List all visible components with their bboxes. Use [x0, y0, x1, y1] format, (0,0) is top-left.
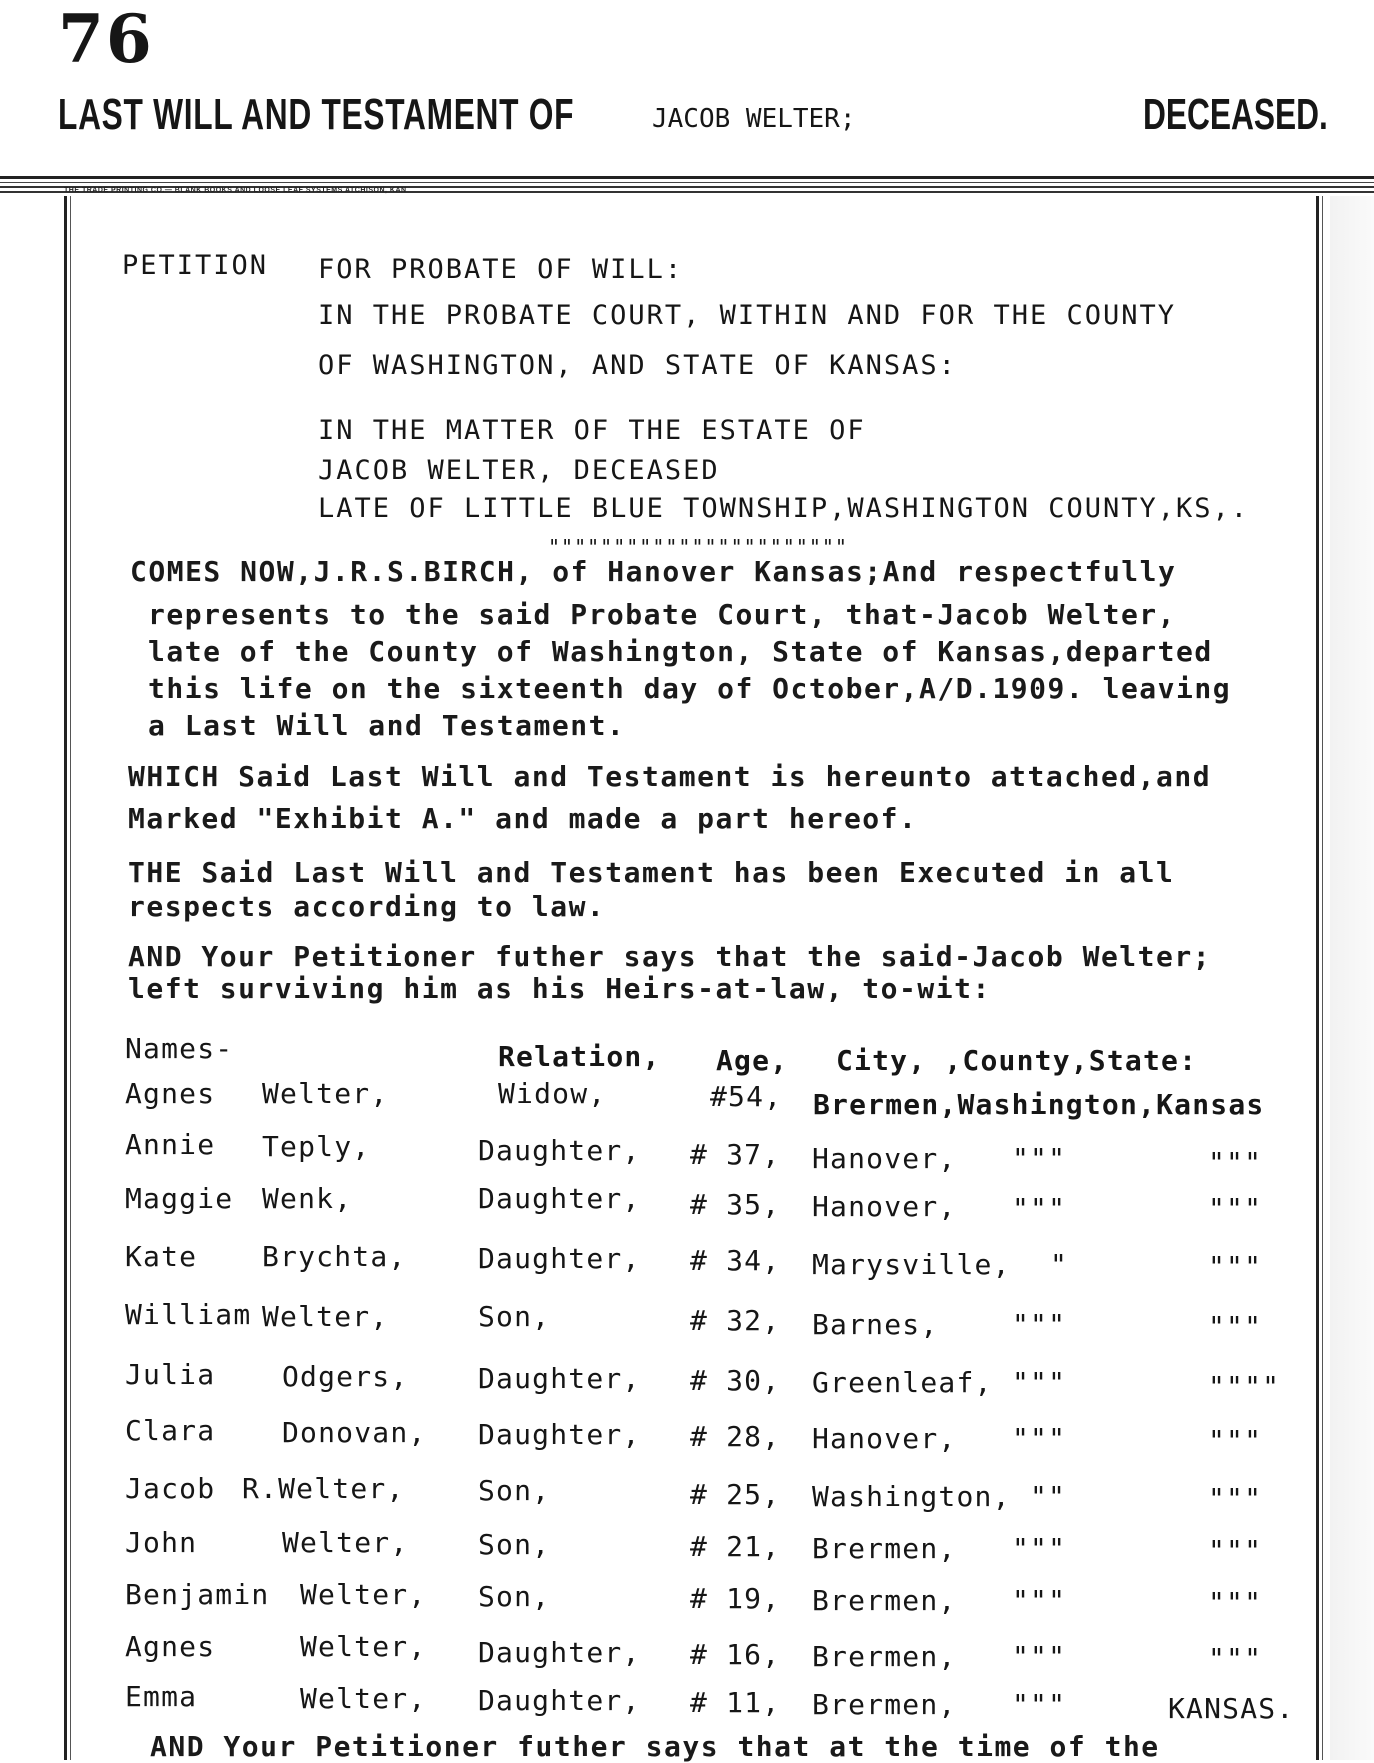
- heirs-header-relation: Relation,: [498, 1040, 661, 1073]
- heir-age: # 16,: [690, 1638, 781, 1671]
- binding-shade: [1330, 196, 1374, 1760]
- heir-state: """: [1208, 1250, 1263, 1283]
- petition-line-3: OF WASHINGTON, AND STATE OF KANSAS:: [318, 350, 957, 381]
- heir-first-name: Annie: [125, 1128, 216, 1161]
- heir-city: Washington,: [812, 1480, 1011, 1513]
- heir-relation: Daughter,: [478, 1362, 641, 1395]
- heir-last-name: Odgers,: [282, 1360, 409, 1393]
- heir-age: #54,: [710, 1080, 783, 1113]
- para3-line2: respects according to law.: [128, 890, 606, 923]
- heir-first-name: Jacob: [125, 1472, 216, 1505]
- heir-age: # 37,: [690, 1138, 781, 1171]
- printer-imprint: THE TRADE PRINTING CO.— BLANK BOOKS AND LOOSE LEAF SYSTEMS ATCHISON, KAN: [64, 187, 407, 194]
- heir-relation: Daughter,: [478, 1242, 641, 1275]
- title-right: DECEASED.: [1143, 90, 1328, 139]
- heir-last-name: Wenk,: [262, 1182, 353, 1215]
- heir-city: Brermen,: [812, 1532, 957, 1565]
- heir-relation: Daughter,: [478, 1684, 641, 1717]
- heir-relation: Widow,: [498, 1077, 607, 1110]
- header-rule: [0, 176, 1374, 179]
- title-left: LAST WILL AND TESTAMENT OF: [58, 90, 575, 139]
- heir-last-name: Welter,: [300, 1682, 427, 1715]
- heir-age: # 32,: [690, 1304, 781, 1337]
- petition-line-1: FOR PROBATE OF WILL:: [318, 254, 684, 285]
- heir-last-name: Welter,: [282, 1526, 409, 1559]
- heir-first-name: Emma: [125, 1680, 198, 1713]
- heir-last-name: Donovan,: [282, 1416, 427, 1449]
- heir-state: """: [1208, 1310, 1263, 1343]
- heir-age: # 30,: [690, 1364, 781, 1397]
- heir-state: """": [1208, 1370, 1281, 1403]
- para1-line2: represents to the said Probate Court, that-Jacob Welter,: [148, 598, 1177, 631]
- heir-age: # 34,: [690, 1244, 781, 1277]
- para1-line5: a Last Will and Testament.: [148, 709, 626, 742]
- petition-label: PETITION: [122, 250, 269, 281]
- heir-relation: Daughter,: [478, 1418, 641, 1451]
- heir-county: """: [1012, 1422, 1067, 1455]
- heir-city: Hanover,: [812, 1422, 957, 1455]
- heir-city: Hanover,: [812, 1190, 957, 1223]
- heir-relation: Daughter,: [478, 1182, 641, 1215]
- heir-state: """: [1208, 1642, 1263, 1675]
- heir-county: """: [1012, 1640, 1067, 1673]
- heir-state: KANSAS.: [1168, 1692, 1295, 1725]
- heir-county: "": [1030, 1480, 1067, 1513]
- heir-county: """: [1012, 1142, 1067, 1175]
- para5-line1: AND Your Petitioner futher says that at the time of the: [150, 1730, 1160, 1763]
- heir-relation: Son,: [478, 1474, 551, 1507]
- heir-first-name: Julia: [125, 1358, 216, 1391]
- heir-county: """: [1012, 1688, 1067, 1721]
- heirs-header-city-county-state: City, ,County,State:: [836, 1044, 1198, 1077]
- heir-age: # 28,: [690, 1420, 781, 1453]
- header-rule-thin: [0, 182, 1374, 183]
- heirs-header-age: Age,: [716, 1044, 789, 1077]
- heir-county: """: [1012, 1584, 1067, 1617]
- heir-county: """: [1012, 1532, 1067, 1565]
- heir-city: Marysville,: [812, 1248, 1011, 1281]
- heir-last-name: Teply,: [262, 1130, 371, 1163]
- page-frame-left: [64, 196, 67, 1760]
- heir-first-name: Maggie: [125, 1182, 234, 1215]
- heir-relation: Son,: [478, 1300, 551, 1333]
- para1-line1: COMES NOW,J.R.S.BIRCH, of Hanover Kansas;And respectfully: [130, 555, 1177, 588]
- para2-line2: Marked "Exhibit A." and made a part hereof.: [128, 802, 918, 835]
- heir-age: # 11,: [690, 1686, 781, 1719]
- heir-first-name: Benjamin: [125, 1578, 270, 1611]
- heir-relation: Son,: [478, 1528, 551, 1561]
- heir-first-name: Agnes: [125, 1077, 216, 1110]
- para1-line4: this life on the sixteenth day of October,A/D.1909. leaving: [148, 672, 1232, 705]
- heir-state: """: [1208, 1192, 1263, 1225]
- matter-line-2: JACOB WELTER, DECEASED: [318, 455, 720, 486]
- heir-city: Brermen,: [812, 1688, 957, 1721]
- petition-line-2: IN THE PROBATE COURT, WITHIN AND FOR THE COUNTY: [318, 300, 1177, 331]
- heir-state: """: [1208, 1424, 1263, 1457]
- heir-city: Barnes,: [812, 1308, 939, 1341]
- matter-line-1: IN THE MATTER OF THE ESTATE OF: [318, 415, 866, 446]
- para4-line1: AND Your Petitioner futher says that the said-Jacob Welter;: [128, 940, 1212, 973]
- heirs-header-names: Names-: [125, 1032, 234, 1065]
- heir-last-name: Brychta,: [262, 1240, 407, 1273]
- heir-city: Greenleaf,: [812, 1366, 993, 1399]
- heir-city: Hanover,: [812, 1142, 957, 1175]
- heir-city: Brermen,: [812, 1584, 957, 1617]
- heir-city: Brermen,Washington,Kansas: [813, 1088, 1265, 1121]
- para2-line1: WHICH Said Last Will and Testament is hereunto attached,and: [128, 760, 1212, 793]
- heir-age: # 19,: [690, 1582, 781, 1615]
- heir-last-name: Welter,: [300, 1578, 427, 1611]
- decedent-name: JACOB WELTER;: [652, 104, 856, 134]
- para1-line3: late of the County of Washington, State of Kansas,departed: [148, 635, 1213, 668]
- para3-line1: THE Said Last Will and Testament has been Executed in all: [128, 856, 1175, 889]
- heir-first-name: William: [125, 1298, 252, 1331]
- heir-relation: Daughter,: [478, 1134, 641, 1167]
- heir-age: # 25,: [690, 1478, 781, 1511]
- heir-first-name: Agnes: [125, 1630, 216, 1663]
- matter-line-3: LATE OF LITTLE BLUE TOWNSHIP,WASHINGTON COUNTY,KS,.: [318, 493, 1250, 524]
- heir-state: """: [1208, 1586, 1263, 1619]
- heir-county: """: [1012, 1308, 1067, 1341]
- heir-last-name: R.Welter,: [242, 1472, 405, 1505]
- heir-county: """: [1012, 1192, 1067, 1225]
- heir-state: """: [1208, 1146, 1263, 1179]
- page-frame-right-inner: [1322, 196, 1323, 1760]
- heir-state: """: [1208, 1534, 1263, 1567]
- heir-age: # 35,: [690, 1188, 781, 1221]
- heir-last-name: Welter,: [300, 1630, 427, 1663]
- para4-line2: left surviving him as his Heirs-at-law, to-wit:: [128, 972, 991, 1005]
- heir-last-name: Welter,: [262, 1300, 389, 1333]
- heir-relation: Son,: [478, 1580, 551, 1613]
- heir-city: Brermen,: [812, 1640, 957, 1673]
- heir-county: ": [1050, 1248, 1069, 1281]
- heir-first-name: John: [125, 1526, 198, 1559]
- heir-first-name: Clara: [125, 1414, 216, 1447]
- heir-last-name: Welter,: [262, 1077, 389, 1110]
- heir-state: """: [1208, 1482, 1263, 1515]
- ditto-divider: """"""""""""""""""""""": [548, 535, 848, 559]
- page-frame-right: [1316, 196, 1319, 1760]
- heir-county: """: [1012, 1366, 1067, 1399]
- heir-first-name: Kate: [125, 1240, 198, 1273]
- page-number: 76: [58, 0, 154, 78]
- heir-relation: Daughter,: [478, 1636, 641, 1669]
- heir-age: # 21,: [690, 1530, 781, 1563]
- page-frame-left-inner: [70, 196, 71, 1760]
